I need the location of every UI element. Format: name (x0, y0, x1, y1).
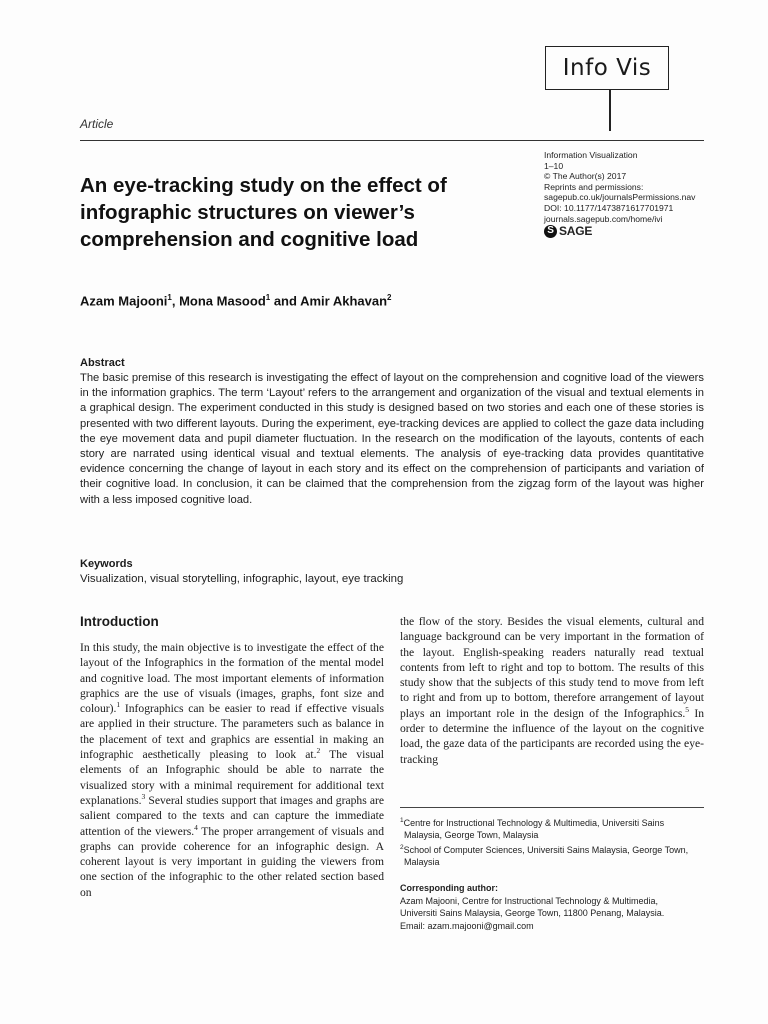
body-column-right (400, 614, 704, 767)
author-separator: and (270, 293, 301, 309)
journal-badge (545, 46, 669, 90)
article-type-label: Article (80, 117, 114, 131)
affiliations (400, 815, 704, 869)
sage-logo-text: SAGE (559, 224, 593, 239)
journal-meta (544, 150, 695, 238)
corresponding-author-line: Universiti Sains Malaysia, George Town, 11800 Penang, Malaysia. (400, 908, 665, 918)
abstract-body: The basic premise of this research is investigating the effect of layout on the comprehension and cognitive load of the viewers in the information graphics. The term ‘Layout’ refers to the arrangement and organization of the visual and textual elements in a graphical design. The experiment conducted in this study is designed based on two stories and each one of these stories is presented with two different layouts. During the experiment, eye-tracking devices are applied to collect the gaze data including the eye movement data and pupil diameter fluctuation. In the research on the modification of the layouts, contents of each story are narrated using identical visual and textual elements. The analysis of eye-tracking data provides quantitative evidence concerning the change of layout in each story and its effect on the comprehension of participants and variation of their cognitive load. In conclusion, it can be claimed that the comprehension from the zigzag form of the layout was higher with a less imposed cognitive load. (80, 372, 704, 506)
author-separator: , (171, 293, 180, 309)
journal-name: Information Visualization (544, 150, 638, 160)
body-text: In order to determine the influence of the layout on the cognitive load, the gaze data of the participants are recorded using the eye-tracking (400, 706, 704, 766)
author-name: Azam Majooni (80, 293, 168, 309)
journal-link[interactable]: journals.sagepub.com/home/ivi (544, 213, 663, 224)
body-text: The proper arrangement of visuals and graphs can provide coherence for an infographic design. A coherent layout is very important in guiding the viewers from one section of the infographic to the other related section based on (80, 824, 384, 899)
citation-ref[interactable]: 2 (316, 746, 321, 756)
citation-ref[interactable]: 5 (685, 704, 689, 714)
corresponding-author-email[interactable]: Email: azam.majooni@gmail.com (400, 920, 534, 931)
author-affiliation-ref: 1 (265, 293, 271, 302)
body-column-left (80, 640, 384, 900)
corresponding-author-heading: Corresponding author: (400, 883, 498, 893)
journal-badge-text: Info Vis (562, 55, 652, 81)
affiliation-text: Centre for Instructional Technology & Multimedia, Universiti Sains Malaysia, George Town, Malaysia (403, 818, 665, 841)
author-name: Mona Masood (179, 293, 266, 309)
sage-logo-icon: S (544, 225, 557, 238)
doi[interactable]: DOI: 10.1177/1473871617701971 (544, 202, 674, 213)
footnote-divider (400, 807, 704, 808)
body-text: The visual elements of an Infographic should be able to narrate the visualized story with a minimal requirement for additional text explanations. (80, 748, 384, 807)
abstract-heading: Abstract (80, 357, 125, 369)
keywords-list: Visualization, visual storytelling, infographic, layout, eye tracking (80, 573, 404, 585)
corresponding-author (400, 882, 704, 932)
citation-ref[interactable]: 4 (194, 822, 198, 832)
citation-ref[interactable]: 1 (116, 700, 121, 710)
body-text: In this study, the main objective is to investigate the effect of the layout of the Infographics in the formation of the mental model and cognitive load. The most important elements of information graphics are the use of visuals (images, graphs, font size and colour). (80, 641, 384, 716)
affiliation-number: 1 (400, 817, 404, 824)
sage-logo (544, 225, 695, 238)
header-divider (80, 140, 704, 141)
affiliation-item (400, 842, 704, 869)
reprints-link[interactable]: sagepub.co.uk/journalsPermissions.nav (544, 192, 696, 203)
author-name: Amir Akhavan (300, 293, 388, 309)
reprints-label: Reprints and permissions: (544, 181, 644, 192)
body-text: Several studies support that images and graphs are salient compared to the texts and can capture the immediate attention of the viewers. (80, 793, 384, 838)
introduction-heading: Introduction (80, 614, 159, 629)
author-affiliation-ref: 2 (387, 293, 392, 302)
affiliation-number: 2 (400, 843, 404, 851)
author-list (80, 293, 391, 308)
paper-title: An eye-tracking study on the effect of infographic structures on viewer’s comprehension and cognitive load (80, 174, 447, 251)
copyright: © The Author(s) 2017 (544, 171, 627, 182)
body-text: Infographics can be easier to read if effective visuals are applied in their structure. The parameters such as balance in the placement of text and graphics are essential in making an infographic aesthetically pleasing to look at. (80, 702, 384, 762)
corresponding-author-line: Azam Majooni, Centre for Instructional Technology & Multimedia, (400, 895, 658, 906)
affiliation-item (400, 815, 704, 842)
affiliation-text: School of Computer Sciences, Universiti Sains Malaysia, George Town, Malaysia (403, 844, 689, 868)
page-range: 1–10 (544, 160, 564, 171)
journal-badge-stem (609, 90, 611, 131)
keywords-heading: Keywords (80, 558, 133, 570)
body-text: the flow of the story. Besides the visual elements, cultural and language background can be very important in the formation of the layout. English-speaking readers naturally read textual contents from left to right and top to bottom. The results of this study show that the subjects of this study tend to move from left to right and from up to bottom, therefore arrangement of layout plays an important role in the design of the Infographics. (400, 615, 704, 720)
author-affiliation-ref: 1 (167, 293, 172, 302)
citation-ref[interactable]: 3 (141, 792, 146, 802)
